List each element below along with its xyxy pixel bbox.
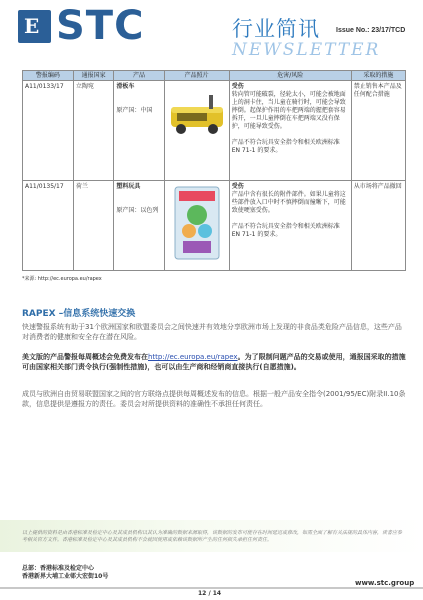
stc-logo-text: STC [56, 3, 145, 49]
hazard-title: 受伤 [231, 183, 244, 190]
paragraph-intro: 快速警报系统有助于31个欧洲国家和欧盟委员会之间快速并有效地分享欧洲市场上发现的非食品类危险产品信息，这些产品对消费者的健康和安全存在潜在风险。 [22, 323, 402, 341]
disclaimer: 以上提供的资料是由香港标准及检定中心及其成员机构以其认为准确的数据来源取得，该数据的发布可能存在时间延迟或修改，如需全面了解有关法规的具体内容，读者应参考相关官方文件。香港标准及检定中心及其成员机构不会就因使用或依赖该数据所产生的任何损失承担任何责任。 [22, 530, 403, 543]
paragraph-publication [22, 352, 406, 372]
headquarters-label: 总部：香港标准及检定中心 [22, 565, 95, 572]
plastic-toy-photo [167, 185, 227, 261]
paragraph-responsibility: 成员与欧洲自由贸易联盟国家之间的官方联络点提供每周概述发布的信息。根据一般产品安全指令(2001/95/EC)附录II.10条款，信息提供是遵报方的责任。委员会对所提供资料的准确性不承担任何责任。 [22, 390, 406, 408]
headquarters-address: 香港新界大埔工业邨大宏街10号 [22, 573, 109, 580]
p2-pre: 美文版的产品警报每周概述会免费发布在 [22, 353, 148, 361]
measure-cell: 从市场将产品撤回 [351, 181, 405, 271]
product-photo-cell [164, 81, 229, 181]
hazard-text: 转向管可能破裂，径轮太小，可能会被地面上的洞卡住，当儿童在骑行时，可能会导致摔倒。起保护作用的车把两端的握把套容易拆开，一旦儿童摔倒在车把两端又没有保护，可能导致受伤。 [231, 91, 346, 130]
table-row [23, 81, 406, 181]
col-header-code: 警报编码 [23, 71, 74, 81]
page-header [0, 0, 423, 60]
hazard-title: 受伤 [231, 83, 244, 90]
hazard-cell [229, 81, 351, 181]
product-origin: 原产国：以色列 [116, 207, 159, 214]
table-row [23, 181, 406, 271]
scooter-photo [167, 85, 227, 145]
product-cell [114, 81, 164, 181]
website-link[interactable]: www.stc.group [355, 579, 415, 587]
p2-post: 。为了限制问题产品的交易或使用，通报国采取的措施可由国家相关部门责令执行(强制性措施)，也可以由生产商和经销商直接执行(自愿措施)。 [22, 353, 406, 371]
newsletter-title-cn: 行业简讯 [232, 17, 320, 41]
section-title: RAPEX –信息系统快速交换 [22, 309, 136, 319]
regulation-text: 产品不符合玩具安全指令和相关欧洲标准 EN 71-1 的要求。 [231, 223, 340, 238]
product-cell [114, 181, 164, 271]
page-number: 12 / 14 [198, 590, 222, 597]
rapex-link[interactable]: http://ec.europa.eu/rapex [148, 353, 238, 361]
col-header-country: 通报国家 [73, 71, 113, 81]
alert-code: A11/0133/17 [23, 81, 74, 181]
hazard-text: 产品中含有很长的附件部件。如果儿童将这些部件放入口中时不慎摔倒而撞晰下，可能致使哽塞受伤。 [231, 191, 346, 214]
notifying-country: 荷兰 [73, 181, 113, 271]
measure-cell: 禁止销售本产品及任何配合措施 [351, 81, 405, 181]
product-photo-cell [164, 181, 229, 271]
source-note: *来源: http://ec.europa.eu/rapex [22, 276, 102, 282]
stc-logo-mark [18, 10, 51, 43]
col-header-measure: 采取的措施 [351, 71, 405, 81]
issue-number: Issue No.: 23/17/TCD [336, 27, 406, 34]
notifying-country: 立陶宛 [73, 81, 113, 181]
col-header-hazard: 危害/风险 [229, 71, 351, 81]
col-header-product: 产品 [114, 71, 164, 81]
product-origin: 原产国：中国 [116, 107, 153, 114]
product-name: 滑板车 [116, 83, 135, 90]
footer-divider [0, 587, 423, 589]
product-name: 塑料玩具 [116, 183, 141, 190]
newsletter-title-en: NEWSLETTER [232, 40, 381, 60]
rapex-alert-table [22, 70, 406, 271]
alert-code: A11/0135/17 [23, 181, 74, 271]
logo-letter: E [24, 14, 40, 38]
col-header-photo: 产品照片 [164, 71, 229, 81]
hazard-cell [229, 181, 351, 271]
regulation-text: 产品不符合玩具安全指令和相关欧洲标准 EN 71-1 的要求。 [231, 139, 340, 154]
table-header-row [23, 71, 406, 81]
